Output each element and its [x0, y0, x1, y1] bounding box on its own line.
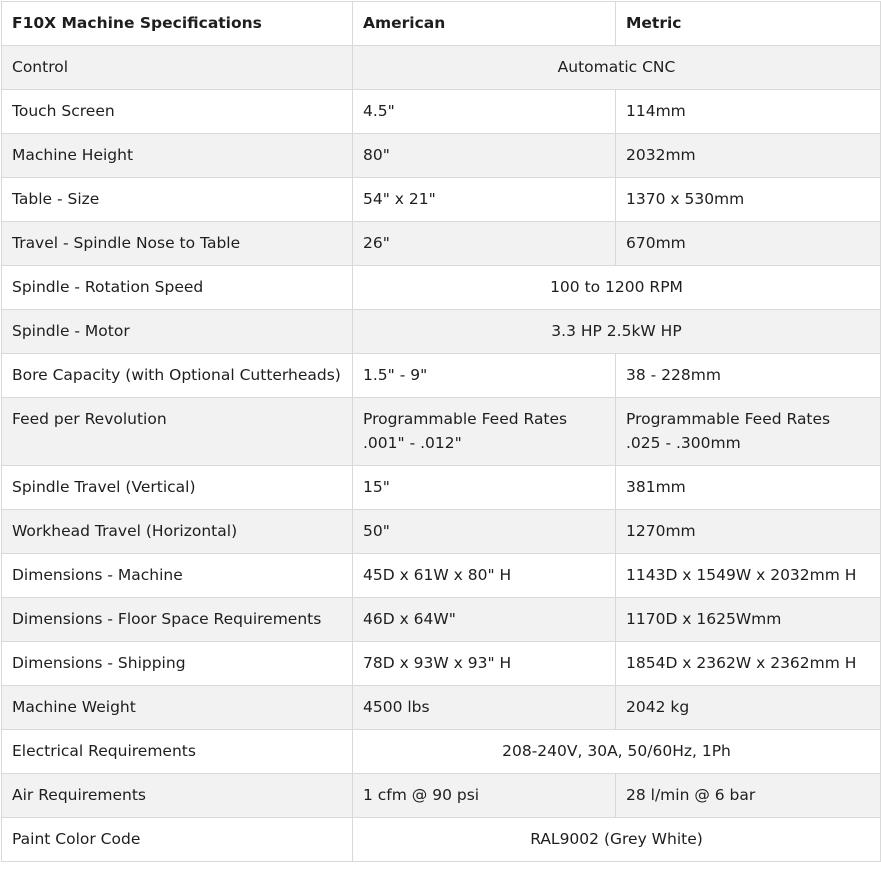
- row-american-value: 1.5" - 9": [353, 354, 616, 398]
- table-row: [2, 730, 881, 774]
- row-american-value: 45D x 61W x 80" H: [353, 554, 616, 598]
- row-metric-value: 28 l/min @ 6 bar: [616, 774, 881, 818]
- row-label: Feed per Revolution: [2, 398, 353, 466]
- row-metric-value: 114mm: [616, 90, 881, 134]
- table-row: [2, 466, 881, 510]
- table-row: [2, 46, 881, 90]
- row-merged-value: 208-240V, 30A, 50/60Hz, 1Ph: [353, 730, 881, 774]
- table-row: [2, 222, 881, 266]
- row-metric-value: 1143D x 1549W x 2032mm H: [616, 554, 881, 598]
- row-metric-value: 1854D x 2362W x 2362mm H: [616, 642, 881, 686]
- table-row: [2, 134, 881, 178]
- header-metric: Metric: [616, 2, 881, 46]
- row-label: Electrical Requirements: [2, 730, 353, 774]
- row-merged-value: Automatic CNC: [353, 46, 881, 90]
- metric-value-line-1: Programmable Feed Rates: [626, 410, 831, 428]
- row-label: Spindle - Rotation Speed: [2, 266, 353, 310]
- row-label: Air Requirements: [2, 774, 353, 818]
- table-row: [2, 774, 881, 818]
- row-label: Dimensions - Floor Space Requirements: [2, 598, 353, 642]
- table-row: [2, 354, 881, 398]
- table-row: [2, 90, 881, 134]
- table-row: [2, 598, 881, 642]
- american-value-line-2: .001" - .012": [363, 434, 462, 452]
- row-label: Machine Height: [2, 134, 353, 178]
- row-merged-value: RAL9002 (Grey White): [353, 818, 881, 862]
- header-american: American: [353, 2, 616, 46]
- row-metric-value: 1170D x 1625Wmm: [616, 598, 881, 642]
- row-american-value: 80": [353, 134, 616, 178]
- row-american-value: 50": [353, 510, 616, 554]
- row-american-value: 54" x 21": [353, 178, 616, 222]
- header-specifications: F10X Machine Specifications: [2, 2, 353, 46]
- row-american-value: 15": [353, 466, 616, 510]
- row-merged-value: 3.3 HP 2.5kW HP: [353, 310, 881, 354]
- row-american-value: 26": [353, 222, 616, 266]
- table-row: [2, 554, 881, 598]
- row-american-value: 46D x 64W": [353, 598, 616, 642]
- table-row: [2, 686, 881, 730]
- row-metric-value: 670mm: [616, 222, 881, 266]
- row-label: Travel - Spindle Nose to Table: [2, 222, 353, 266]
- american-value-line-1: Programmable Feed Rates: [363, 410, 568, 428]
- row-label: Workhead Travel (Horizontal): [2, 510, 353, 554]
- row-metric-value: 1370 x 530mm: [616, 178, 881, 222]
- row-metric-value: 381mm: [616, 466, 881, 510]
- table-row: [2, 818, 881, 862]
- row-american-value: 78D x 93W x 93" H: [353, 642, 616, 686]
- row-label: Paint Color Code: [2, 818, 353, 862]
- table-row: [2, 178, 881, 222]
- row-label: Control: [2, 46, 353, 90]
- table-row: [2, 510, 881, 554]
- row-american-value: 4.5": [353, 90, 616, 134]
- table-row: [2, 398, 881, 466]
- row-merged-value: 100 to 1200 RPM: [353, 266, 881, 310]
- metric-value-line-2: .025 - .300mm: [626, 434, 741, 452]
- row-american-value: [353, 398, 616, 466]
- row-label: Dimensions - Machine: [2, 554, 353, 598]
- spec-table: [1, 1, 881, 862]
- row-label: Spindle - Motor: [2, 310, 353, 354]
- row-american-value: 1 cfm @ 90 psi: [353, 774, 616, 818]
- row-metric-value: 38 - 228mm: [616, 354, 881, 398]
- row-metric-value: [616, 398, 881, 466]
- row-metric-value: 2032mm: [616, 134, 881, 178]
- table-row: [2, 642, 881, 686]
- table-row: [2, 266, 881, 310]
- row-label: Table - Size: [2, 178, 353, 222]
- row-american-value: 4500 lbs: [353, 686, 616, 730]
- row-label: Spindle Travel (Vertical): [2, 466, 353, 510]
- row-metric-value: 2042 kg: [616, 686, 881, 730]
- row-label: Bore Capacity (with Optional Cutterheads): [2, 354, 353, 398]
- row-label: Touch Screen: [2, 90, 353, 134]
- table-row: [2, 310, 881, 354]
- header-row: [2, 2, 881, 46]
- row-metric-value: 1270mm: [616, 510, 881, 554]
- row-label: Machine Weight: [2, 686, 353, 730]
- row-label: Dimensions - Shipping: [2, 642, 353, 686]
